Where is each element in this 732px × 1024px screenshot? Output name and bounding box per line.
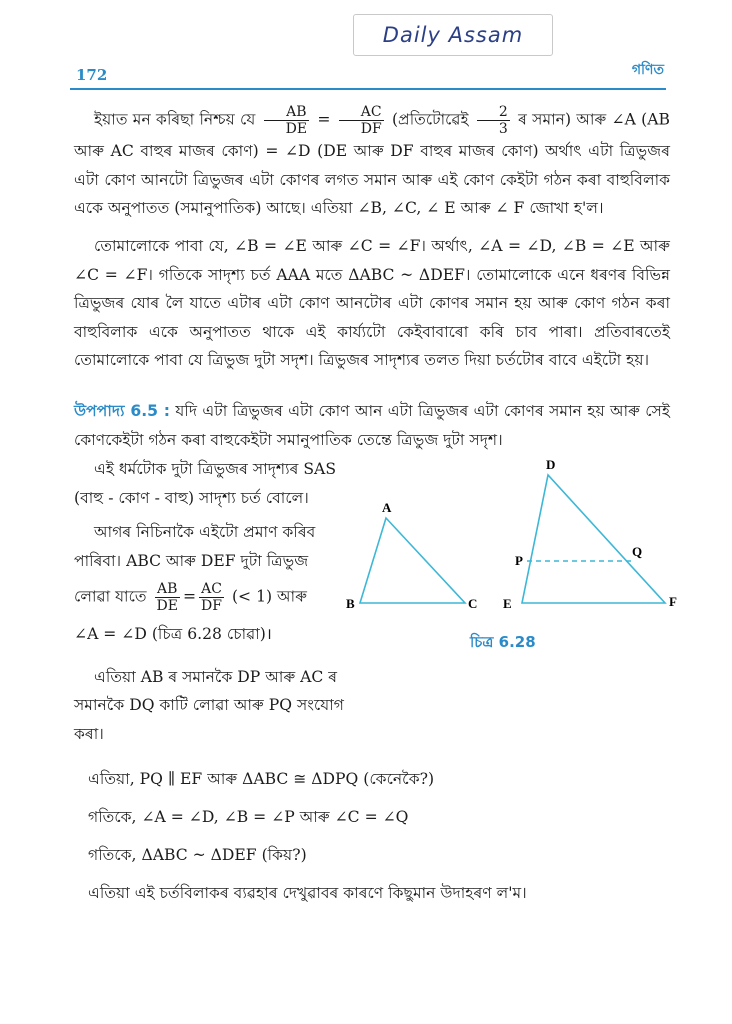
fraction-ab-de-2: $\frac{AB}{DE}$ (156, 581, 178, 614)
label-e: E (503, 596, 512, 611)
line-examples: এতিয়া এই চৰ্তবিলাকৰ ব্যৱহাৰ দেখুৱাবৰ কাৰণে কিছুমান উদাহৰণ ল'ম। (88, 884, 527, 902)
triangle-figure (340, 450, 700, 630)
line-parallel: এতিয়া, PQ ∥ EF আৰু ΔABC ≅ ΔDPQ (কেনেকৈ?) (88, 770, 435, 788)
line-angles: গতিকে, ∠A = ∠D, ∠B = ∠P আৰু ∠C = ∠Q (88, 808, 409, 826)
chapter-title: গণিত (631, 62, 664, 78)
fraction-ac-df-2: $\frac{AC}{DF}$ (201, 581, 222, 614)
label-a: A (382, 500, 392, 515)
paragraph-two-text: তোমালোকে পাবা যে, ∠B = ∠E আৰু ∠C = ∠F। অৰ্থাৎ, ∠A = ∠D, ∠B = ∠E আৰু ∠C = ∠F। গতিকে সাদৃশ্য চৰ্ত AAA মতে ΔABC ~ ΔDEF। তোমালোকে এনে ধৰণৰ বিভিন্ন ত্ৰিভুজৰ যোৰ লৈ যাতে এটাৰ এটা কোণ আনটোৰ এটা কোণৰ সমান হয় আৰু কোণ গঠন কৰা বাহুবিলাক একে অনুপাতত থাকে এই কাৰ্য্যটো কেইবাবাৰো কৰি চাব পাৰা। প্ৰতিবাৰতেই তোমালোকে পাবা যে ত্ৰিভুজ দুটা সদৃশ। ত্ৰিভুজৰ সাদৃশ্যৰ তলত দিয়া চৰ্তটোৰ বাবে এইটো হয়। (74, 237, 670, 369)
label-q: Q (632, 544, 643, 559)
label-d: D (546, 457, 556, 472)
label-b: B (346, 596, 355, 611)
label-c: C (468, 596, 478, 611)
stamp-label: Daily Assam (353, 14, 553, 56)
label-f: F (669, 594, 677, 609)
left-para-2: আগৰ নিচিনাকৈ এইটো প্ৰমাণ কৰিব পাৰিবা। ABC আৰু DEF দুটা ত্ৰিভুজ (74, 523, 316, 570)
theorem-block (74, 397, 670, 454)
intro-text-rest: AC বাহুৰ মাজৰ কোণ) = ∠D (DE আৰু DF বাহুৰ মাজৰ কোণ) অৰ্থাৎ এটা ত্ৰিভুজৰ এটা কোণ আনটো ত্ৰিভুজৰ এটা কোণৰ লগত সমান আৰু এই কোণ কেইটা গঠন কৰা বাহুবিলাক একে অনুপাতত (সমানুপাতিক) আছে। এতিয়া ∠B, ∠C, ∠ E আৰু ∠ F জোখা হ'ল। (74, 142, 671, 217)
figure-caption: চিত্ৰ 6.28 (470, 633, 536, 651)
fraction-ac-df: $\frac{AC}{DF}$ (339, 104, 384, 137)
triangle-abc (360, 518, 465, 603)
intro-text-mid: (প্ৰতিটোৱেই (391, 110, 469, 129)
intro-text-end: ৰ সমান) আৰু ∠A (AB আৰু (74, 110, 670, 160)
conclusion-lines (88, 765, 678, 917)
intro-paragraph (74, 104, 670, 223)
header-rule (70, 88, 666, 90)
left-para-1: এই ধৰ্মটোক দুটা ত্ৰিভুজৰ সাদৃশ্যৰ SAS (বাহু - কোণ - বাহু) সাদৃশ্য চৰ্ত বোলে। (74, 460, 337, 507)
theorem-label: উপপাদ্য 6.5 : (74, 402, 171, 420)
theorem-text: যদি এটা ত্ৰিভুজৰ এটা কোণ আন এটা ত্ৰিভুজৰ এটা কোণৰ সমান হয় আৰু সেই কোণকেইটা গঠন কৰা বাহুকেইটা সমানুপাতিক তেন্তে ত্ৰিভুজ দুটা সদৃশ। (74, 402, 670, 449)
equals-sign: = (317, 110, 331, 129)
left-column (74, 455, 344, 754)
left-para-5: এতিয়া AB ৰ সমানকৈ DP আৰু AC ৰ সমানকৈ DQ কাটি লোৱা আৰু PQ সংযোগ কৰা। (74, 667, 344, 743)
triangle-def (522, 475, 665, 603)
line-similar: গতিকে, ΔABC ~ ΔDEF (কিয়?) (88, 846, 307, 864)
page-number: 172 (76, 66, 108, 84)
fraction-ab-de: $\frac{AB}{DE}$ (264, 104, 309, 137)
left-para-4: ∠A = ∠D (চিত্ৰ 6.28 চোৱা)। (74, 625, 272, 643)
label-p: P (515, 553, 523, 568)
left-para-3: লোৱা যাতে $\frac{AB}{DE}$ = $\frac{AC}{DF}$ (< 1) আৰু (74, 581, 307, 614)
fraction-two-thirds: $\frac{2}{3}$ (477, 104, 510, 137)
intro-text-start: ইয়াত মন কৰিছা নিশ্চয় যে (94, 110, 256, 129)
paragraph-two (74, 232, 670, 375)
